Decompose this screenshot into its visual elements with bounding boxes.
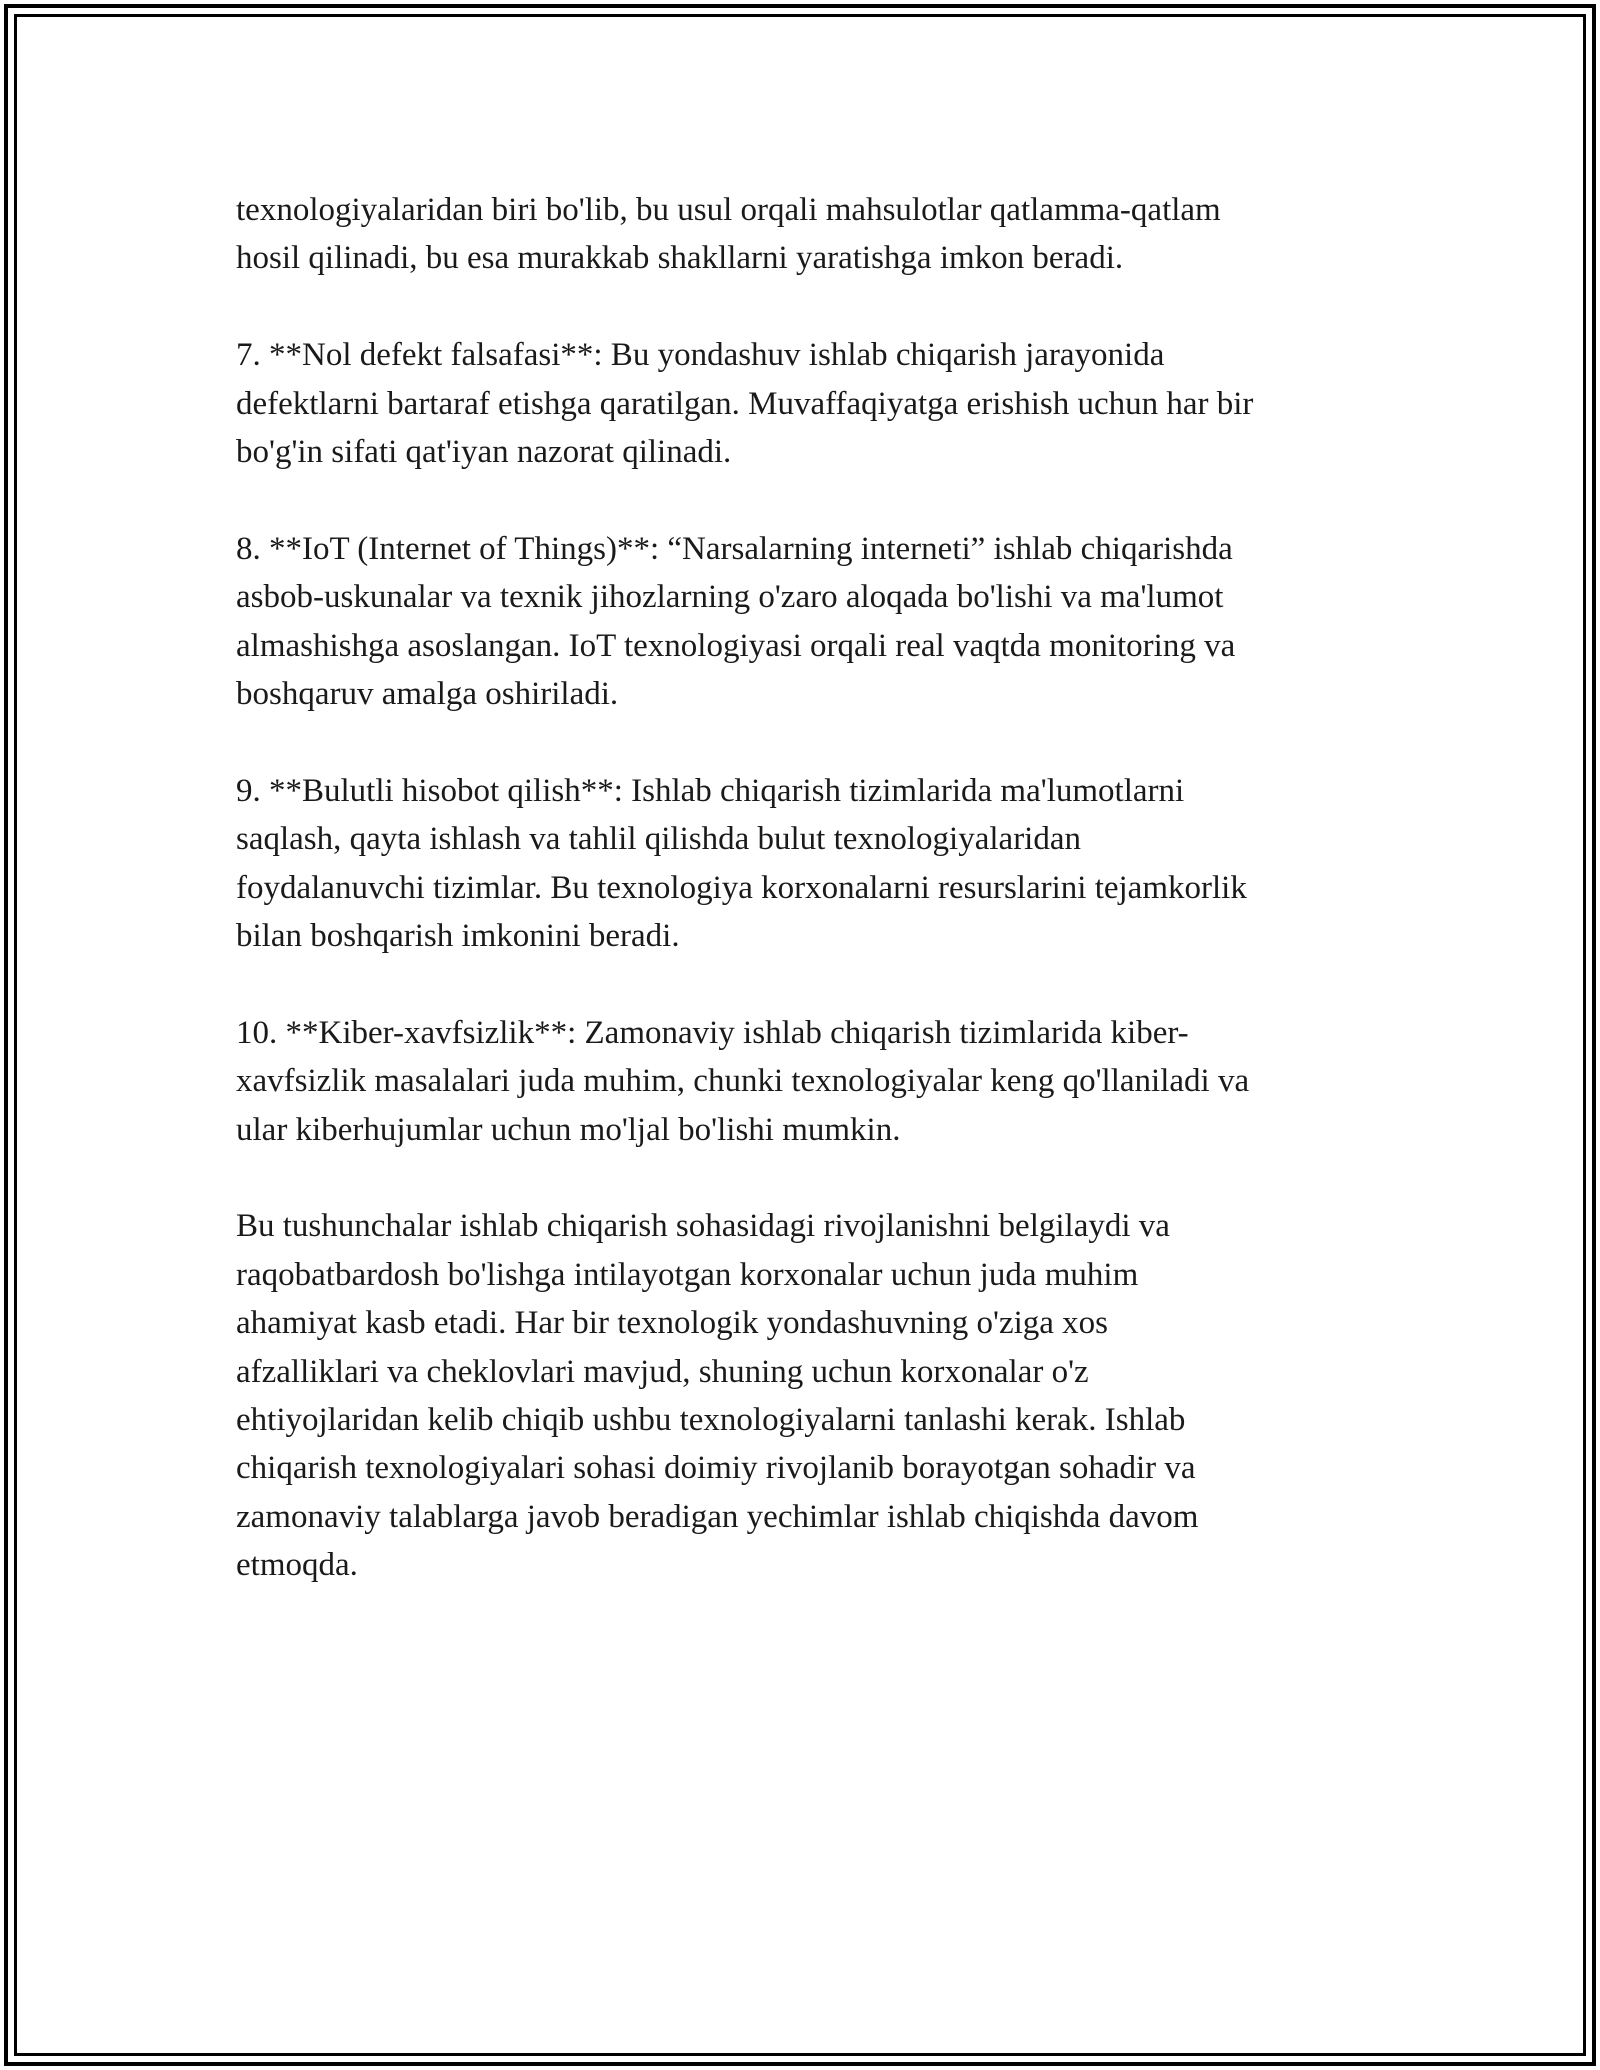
paragraph-item-8: 8. **IoT (Internet of Things)**: “Narsalarning interneti” ishlab chiqarishda asbob-uskunalar va texnik jihozlarning o'zaro aloqada bo'lishi va ma'lumot almashishga asoslangan. IoT texnologiyasi orqali real vaqtda monitoring va boshqaruv amalga oshiriladi. bbox=[236, 530, 1236, 713]
paragraph-item-10: 10. **Kiber-xavfsizlik**: Zamonaviy ishlab chiqarish tizimlarida kiber- xavfsizlik masalalari juda muhim, chunki texnologiyalar keng qo'llaniladi va ular kiberhujumlar uchun mo'ljal bo'lishi mumkin. bbox=[236, 1014, 1250, 1148]
paragraph-continuation: texnologiyalaridan biri bo'lib, bu usul orqali mahsulotlar qatlamma-qatlam hosil qilinadi, bu esa murakkab shakllarni yaratishga imkon beradi. bbox=[236, 192, 1221, 277]
paragraph-conclusion: Bu tushunchalar ishlab chiqarish sohasidagi rivojlanishni belgilaydi va raqobatbardosh bo'lishga intilayotgan korxonalar uchun juda muhim ahamiyat kasb etadi. Har bir texnologik yondashuvning o'ziga xos afzalliklari va cheklovlari mavjud, shuning uchun korxonalar o'z ehtiyojlaridan kelib chiqib ushbu texnologiyalarni tanlashi kerak. Ishlab chiqarish texnologiyalari sohasi doimiy rivojlanib borayotgan sohadir va zamonaviy talablarga javob beradigan yechimlar ishlab chiqishda davom etmoqda. bbox=[236, 1208, 1199, 1584]
document-body bbox=[236, 186, 1376, 1638]
paragraph-item-9: 9. **Bulutli hisobot qilish**: Ishlab chiqarish tizimlarida ma'lumotlarni saqlash, qayta ishlash va tahlil qilishda bulut texnologiyalaridan foydalanuvchi tizimlar. Bu texnologiya korxonalarni resurslarini tejamkorlik bilan boshqarish imkonini beradi. bbox=[236, 772, 1247, 955]
paragraph-item-7: 7. **Nol defekt falsafasi**: Bu yondashuv ishlab chiqarish jarayonida defektlarni bartaraf etishga qaratilgan. Muvaffaqiyatga erishish uchun har bir bo'g'in sifati qat'iyan nazorat qilinadi. bbox=[236, 337, 1254, 471]
